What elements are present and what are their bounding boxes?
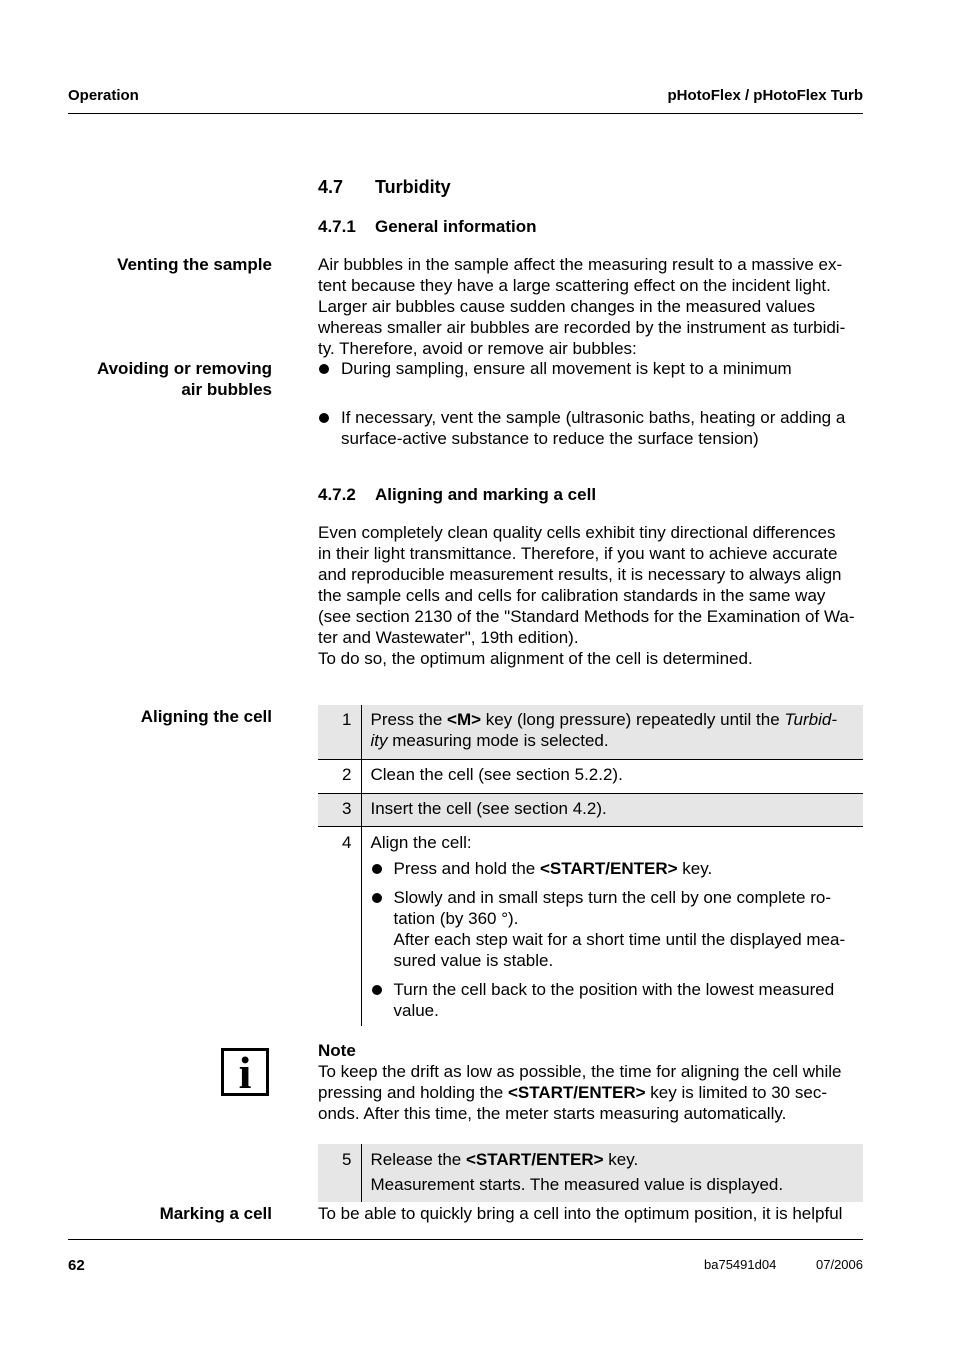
header-rule	[68, 113, 863, 114]
key-label: <M>	[447, 710, 482, 729]
text-run: Press the	[370, 710, 448, 729]
general-info-paragraph	[318, 254, 866, 359]
step-text: Clean the cell (see section 5.2.2).	[370, 764, 623, 784]
paragraph-line: in their light transmittance. Therefore, if you want to achieve accurate	[318, 544, 838, 563]
step-text: Insert the cell (see section 4.2).	[370, 798, 607, 818]
info-icon	[221, 1048, 269, 1096]
header-section-label: Operation	[68, 87, 139, 104]
bullet-text: During sampling, ensure all movement is kept to a minimum	[341, 359, 792, 378]
note-title: Note	[318, 1041, 356, 1060]
subsection-number: 4.7.2	[318, 485, 356, 504]
side-heading-avoiding	[97, 358, 272, 400]
aligning-paragraph	[318, 522, 866, 669]
note-line: To keep the drift as low as possible, the time for aligning the cell while	[318, 1062, 842, 1081]
steps-table	[318, 705, 863, 1026]
info-icon-glyph: i	[238, 1047, 252, 1098]
text-run: measuring mode is selected.	[387, 731, 609, 750]
mode-name: Turbid-	[784, 710, 837, 729]
paragraph-line: whereas smaller air bubbles are recorded by the instrument as turbidi-	[318, 318, 846, 337]
step-number: 4	[318, 826, 361, 1026]
section-title: Turbidity	[375, 177, 451, 197]
paragraph-line: tent because they have a large scattering effect on the incident light.	[318, 276, 831, 295]
text-run: Release the	[370, 1150, 466, 1169]
bullet-text: surface-active substance to reduce the surface tension)	[341, 429, 759, 448]
subsection-heading-aligning	[318, 485, 596, 505]
text-run: key is limited to 30 sec-	[645, 1083, 827, 1102]
side-heading-aligning-cell: Aligning the cell	[140, 707, 272, 726]
step-row	[318, 759, 863, 793]
step-result: Measurement starts. The measured value is displayed.	[370, 1175, 784, 1194]
paragraph-line: ter and Wastewater", 19th edition).	[318, 628, 579, 647]
document-date: 07/2006	[816, 1257, 863, 1272]
section-heading	[318, 177, 451, 198]
step-number: 3	[318, 793, 361, 826]
text-run: pressing and holding the	[318, 1083, 508, 1102]
step-number: 1	[318, 705, 361, 759]
subsection-title: General information	[375, 217, 537, 236]
section-number: 4.7	[318, 177, 344, 197]
text-run: sured value is stable.	[393, 950, 554, 970]
paragraph-line: To do so, the optimum alignment of the cell is determined.	[318, 649, 753, 668]
text-run: Press and hold the	[393, 858, 540, 878]
key-label: <START/ENTER>	[465, 1150, 604, 1169]
side-heading-avoiding-line2: air bubbles	[181, 380, 272, 399]
paragraph-line: ty. Therefore, avoid or remove air bubbles:	[318, 339, 637, 358]
text-run: key.	[677, 858, 713, 878]
mode-name: ity	[370, 731, 388, 750]
paragraph-line: (see section 2130 of the "Standard Methods for the Examination of Wa-	[318, 607, 855, 626]
paragraph-line: the sample cells and cells for calibration standards in the same way	[318, 586, 826, 605]
text-run: key (long pressure) repeatedly until the	[481, 710, 785, 729]
key-label: <START/ENTER>	[539, 858, 678, 878]
text-run: Slowly and in small steps turn the cell by one complete ro-	[393, 887, 831, 907]
bullet-item	[371, 858, 864, 879]
bullet-item	[371, 887, 864, 971]
bullet-item	[371, 979, 864, 1021]
step-row	[318, 1144, 863, 1202]
header-product-name: pHotoFlex / pHotoFlex Turb	[667, 87, 863, 104]
document-number: ba75491d04	[704, 1257, 777, 1272]
step-number: 2	[318, 759, 361, 793]
page-number: 62	[68, 1257, 85, 1274]
step-row	[318, 705, 863, 759]
text-run: tation (by 360 °).	[393, 908, 519, 928]
step-intro: Align the cell:	[370, 832, 472, 852]
step-row	[318, 793, 863, 826]
text-run: value.	[393, 1000, 439, 1020]
key-label: <START/ENTER>	[507, 1083, 646, 1102]
bullet-item	[318, 407, 886, 449]
step-text	[361, 826, 863, 1026]
side-heading-avoiding-line1: Avoiding or removing	[96, 359, 272, 378]
subsection-title: Aligning and marking a cell	[375, 485, 597, 504]
subsection-number: 4.7.1	[318, 217, 356, 236]
paragraph-line: Air bubbles in the sample affect the measuring result to a massive ex-	[318, 255, 843, 274]
marking-paragraph: To be able to quickly bring a cell into the optimum position, it is helpful	[318, 1204, 843, 1223]
paragraph-line: and reproducible measurement results, it is necessary to always align	[318, 565, 842, 584]
paragraph-line: Even completely clean quality cells exhibit tiny directional differences	[318, 523, 836, 542]
note-line	[318, 1082, 866, 1103]
footer-rule	[68, 1239, 863, 1240]
text-run: Turn the cell back to the position with the lowest measured	[393, 979, 835, 999]
note-line: onds. After this time, the meter starts measuring automatically.	[318, 1104, 787, 1123]
text-run: After each step wait for a short time until the displayed mea-	[393, 929, 846, 949]
side-heading-marking: Marking a cell	[159, 1204, 272, 1223]
bullet-item	[318, 358, 889, 379]
side-heading-venting: Venting the sample	[117, 255, 272, 274]
step-row	[318, 826, 863, 1026]
step-number: 5	[318, 1144, 361, 1202]
step-text	[361, 1144, 863, 1202]
subsection-heading-general	[318, 217, 537, 237]
paragraph-line: Larger air bubbles cause sudden changes in the measured values	[318, 297, 816, 316]
text-run: key.	[603, 1150, 639, 1169]
step-text	[361, 705, 863, 759]
steps-table-continued	[318, 1144, 863, 1202]
note-block	[318, 1040, 866, 1124]
bullet-text: If necessary, vent the sample (ultrasonic baths, heating or adding a	[341, 408, 846, 427]
